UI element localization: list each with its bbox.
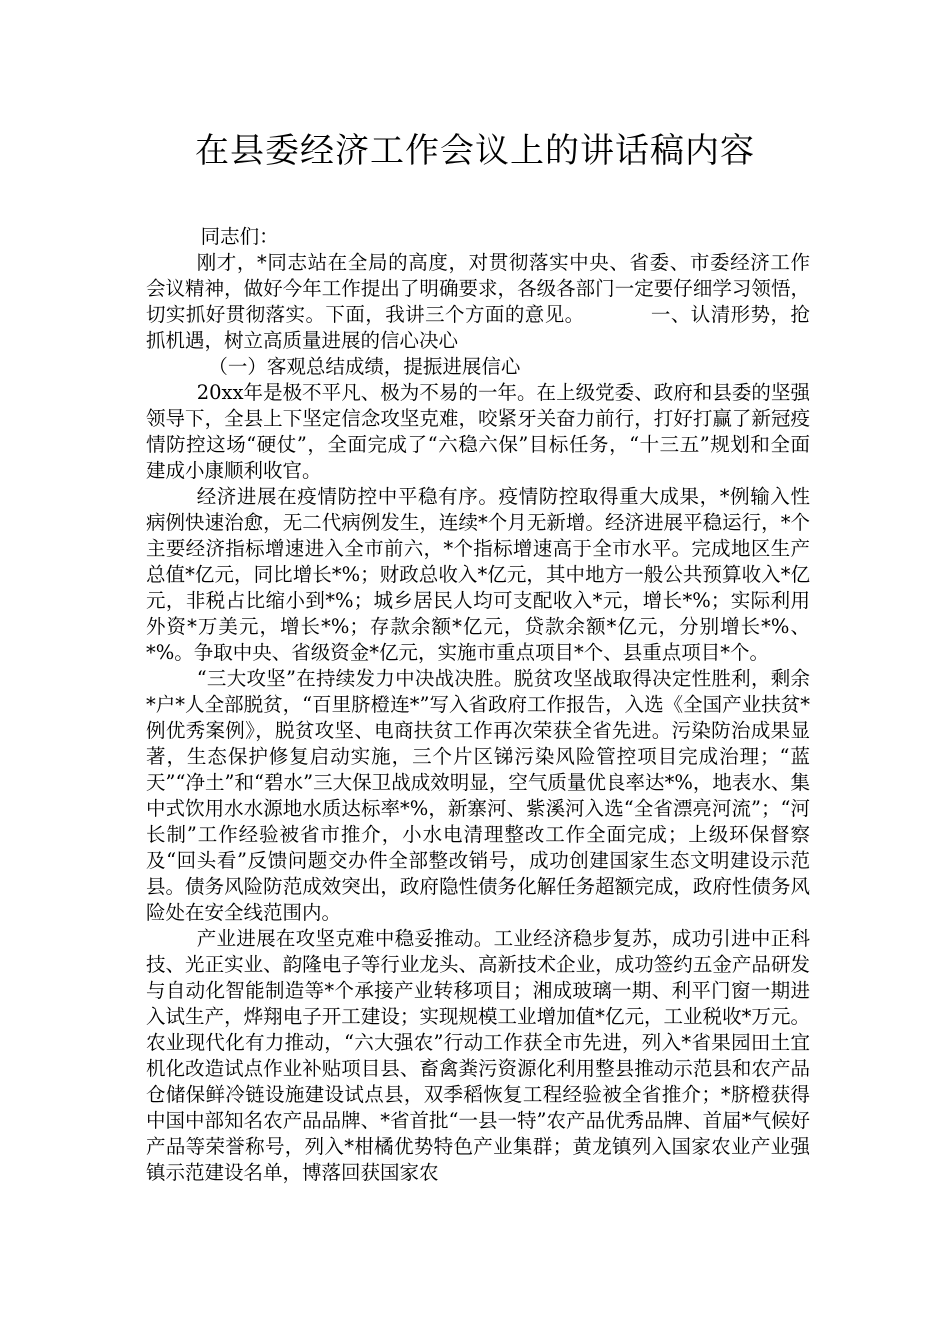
document-title: 在县委经济工作会议上的讲话稿内容 bbox=[195, 131, 755, 171]
subsection-heading-1: （一）客观总结成绩，提振进展信心 bbox=[208, 355, 521, 378]
document-body bbox=[146, 224, 810, 1186]
paragraph-opening bbox=[146, 250, 810, 354]
salutation: 同志们： bbox=[200, 225, 279, 248]
paragraph-economy: 经济进展在疫情防控中平稳有序。疫情防控取得重大成果，*例输入性病例快速治愈，无二代病例发生，连续*个月无新增。经济进展平稳运行，*个主要经济指标增速进入全市前六，*个指标增速高于全市水平。完成地区生产总值*亿元，同比增长*%；财政总收入*亿元，其中地方一般公共预算收入*亿元，非税占比缩小到*%；城乡居民人均可支配收入*元，增长*%；实际利用外资*万美元，增长*%；存款余额*亿元，贷款余额*亿元，分别增长*%、*%。争取中央、省级资金*亿元，实施市重点项目*个、县重点项目*个。 bbox=[146, 485, 810, 664]
paragraph-three-battles: “三大攻坚”在持续发力中决战决胜。脱贫攻坚战取得决定性胜利，剩余*户*人全部脱贫，“百里脐橙连*”写入省政府工作报告，入选《全国产业扶贫*例优秀案例》，脱贫攻坚、电商扶贫工作再次荣获全省先进。污染防治成果显著，生态保护修复启动实施，三个片区锑污染风险管控项目完成治理；“蓝天”“净土”和“碧水”三大保卫战成效明显，空气质量优良率达*%，地表水、集中式饮用水水源地水质达标率*%，新寨河、紫溪河入选“全省漂亮河流”；“河长制”工作经验被省市推介，小水电清理整改工作全面完成；上级环保督察及“回头看”反馈问题交办件全部整改销号，成功创建国家生态文明建设示范县。债务风险防范成效突出，政府隐性债务化解任务超额完成，政府性债务风险处在安全线范围内。 bbox=[146, 667, 810, 924]
section-heading-1: 一、认清形势，抢抓机遇，树立高质量进展的信心决心 bbox=[146, 303, 810, 352]
paragraph-opening-text: 刚才，*同志站在全局的高度，对贯彻落实中央、省委、市委经济工作会议精神，做好今年工作提出了明确要求，各级各部门一定要仔细学习领悟，切实抓好贯彻落实。下面，我讲三个方面的意见。 bbox=[146, 251, 810, 326]
paragraph-year-summary: 20xx年是极不平凡、极为不易的一年。在上级党委、政府和县委的坚强领导下，全县上下坚定信念攻坚克难，咬紧牙关奋力前行，打好打赢了新冠疫情防控这场“硬仗”，全面完成了“六稳六保”目标任务，“十三五”规划和全面建成小康顺利收官。 bbox=[146, 381, 810, 482]
paragraph-industry: 产业进展在攻坚克难中稳妥推动。工业经济稳步复苏，成功引进中正科技、光正实业、韵隆电子等行业龙头、高新技术企业，成功签约五金产品研发与自动化智能制造等*个承接产业转移项目；湘成玻璃一期、利平门窗一期进入试生产，烨翔电子开工建设；实现规模工业增加值*亿元，工业税收*万元。农业现代化有力推动，“六大强农”行动工作获全市先进，列入*省果园田土宜机化改造试点作业补贴项目县、畜禽粪污资源化利用整县推动示范县和农产品仓储保鲜冷链设施建设试点县，双季稻恢复工程经验被全省推介；*脐橙获得中国中部知名农产品品牌、*省首批“一县一特”农产品优秀品牌、首届*气候好产品等荣誉称号，列入*柑橘优势特色产业集群；黄龙镇列入国家农业产业强镇示范建设名单，博落回获国家农 bbox=[146, 927, 810, 1184]
